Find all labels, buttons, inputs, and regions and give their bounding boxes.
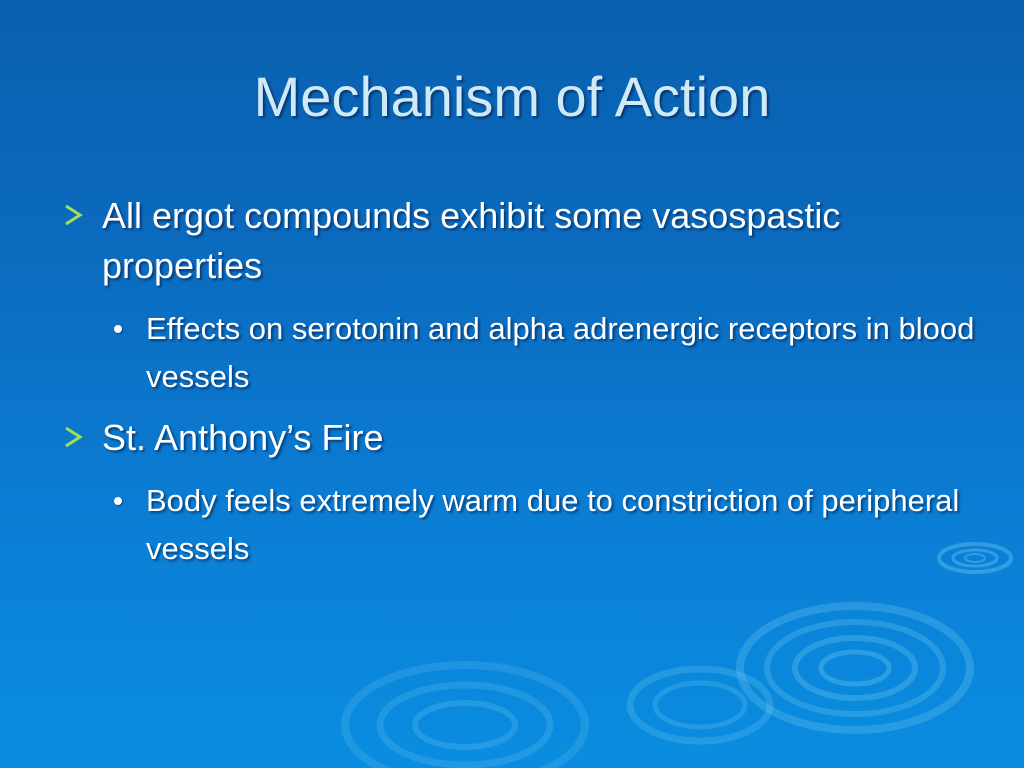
slide-title: Mechanism of Action [253, 65, 771, 128]
sub-bullet-text: Body feels extremely warm due to constriction of peripheral vessels [146, 483, 960, 566]
sub-bullet-item [114, 305, 984, 401]
bullet-item [62, 413, 962, 463]
sub-bullet-text: Effects on serotonin and alpha adrenergic receptors in blood vessels [146, 311, 975, 394]
dot-bullet-icon [114, 497, 122, 505]
sub-bullet-item [114, 477, 984, 573]
bullet-item [62, 191, 962, 291]
arrow-bullet-icon [62, 426, 84, 448]
bullet-text: All ergot compounds exhibit some vasospastic properties [102, 195, 841, 286]
arrow-bullet-icon [62, 204, 84, 226]
dot-bullet-icon [114, 325, 122, 333]
bullet-text: St. Anthony’s Fire [102, 417, 384, 458]
